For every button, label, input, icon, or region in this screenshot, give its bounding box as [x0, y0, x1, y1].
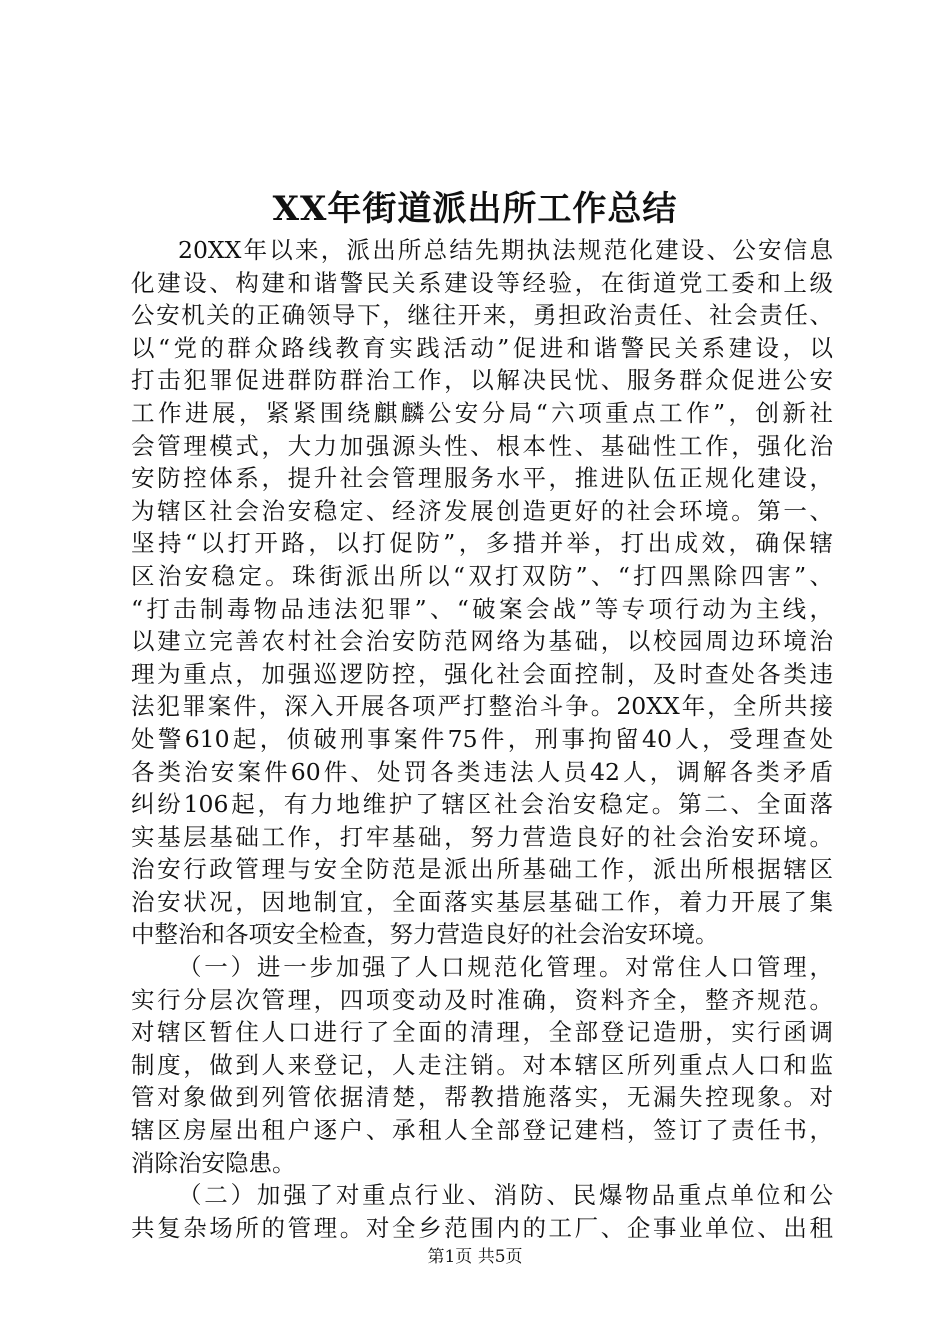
text-line: “打击制毒物品违法犯罪”、“破案会战”等专项行动为主线，	[131, 594, 833, 623]
text-line: 对辖区暂住人口进行了全面的清理，全部登记造册，实行函调	[131, 1018, 833, 1047]
text-line: 中整治和各项安全检查，努力营造良好的社会治安环境。	[131, 920, 719, 949]
text-line: 处警610起，侦破刑事案件75件，刑事拘留40人，受理查处	[131, 724, 833, 753]
text-line: 制度，做到人来登记，人走注销。对本辖区所列重点人口和监	[131, 1050, 833, 1079]
text-line: 工作进展，紧紧围绕麒麟公安分局“六项重点工作”，创新社	[131, 398, 833, 427]
text-line: 管对象做到列管依据清楚，帮教措施落实，无漏失控现象。对	[131, 1083, 833, 1112]
text-line: 治安行政管理与安全防范是派出所基础工作，派出所根据辖区	[131, 855, 833, 884]
page-footer: 第1页 共5页	[427, 1247, 523, 1267]
text-line: 以“党的群众路线教育实践活动”促进和谐警民关系建设，以	[131, 333, 833, 362]
text-line: 安防控体系，提升社会管理服务水平，推进队伍正规化建设，	[131, 464, 833, 493]
text-line: 会管理模式，大力加强源头性、根本性、基础性工作，强化治	[131, 431, 833, 460]
text-line: 各类治安案件60件、处罚各类违法人员42人，调解各类矛盾	[131, 757, 833, 786]
text-line: 实行分层次管理，四项变动及时准确，资料齐全，整齐规范。	[131, 985, 833, 1014]
text-line: （一）进一步加强了人口规范化管理。对常住人口管理，	[178, 953, 833, 982]
text-line: 共复杂场所的管理。对全乡范围内的工厂、企事业单位、出租	[131, 1213, 833, 1242]
text-line: 法犯罪案件，深入开展各项严打整治斗争。20XX年，全所共接	[131, 692, 833, 721]
text-line: 为辖区社会治安稳定、经济发展创造更好的社会环境。第一、	[131, 496, 833, 525]
text-line: 辖区房屋出租户逐户、承租人全部登记建档，签订了责任书，	[131, 1116, 833, 1145]
text-line: 打击犯罪促进群防群治工作，以解决民忧、服务群众促进公安	[131, 366, 833, 395]
text-line: 20XX年以来，派出所总结先期执法规范化建设、公安信息	[178, 236, 833, 264]
text-line: 坚持“以打开路，以打促防”，多措并举，打出成效，确保辖	[131, 529, 833, 558]
document-body	[131, 234, 833, 1244]
text-line: 消除治安隐患。	[131, 1148, 296, 1177]
text-line: （二）加强了对重点行业、消防、民爆物品重点单位和公	[178, 1181, 833, 1210]
text-line: 实基层基础工作，打牢基础，努力营造良好的社会治安环境。	[131, 822, 833, 851]
text-line: 纠纷106起，有力地维护了辖区社会治安稳定。第二、全面落	[131, 790, 833, 819]
text-line: 治安状况，因地制宜，全面落实基层基础工作，着力开展了集	[131, 887, 833, 916]
document-title: XX年街道派出所工作总结	[272, 189, 678, 229]
text-line: 理为重点，加强巡逻防控，强化社会面控制，及时查处各类违	[131, 659, 833, 688]
text-line: 化建设、构建和谐警民关系建设等经验，在街道党工委和上级	[131, 268, 833, 297]
text-line: 区治安稳定。珠街派出所以“双打双防”、“打四黑除四害”、	[131, 561, 833, 590]
text-line: 公安机关的正确领导下，继往开来，勇担政治责任、社会责任、	[131, 301, 833, 330]
text-line: 以建立完善农村社会治安防范网络为基础，以校园周边环境治	[131, 627, 833, 656]
